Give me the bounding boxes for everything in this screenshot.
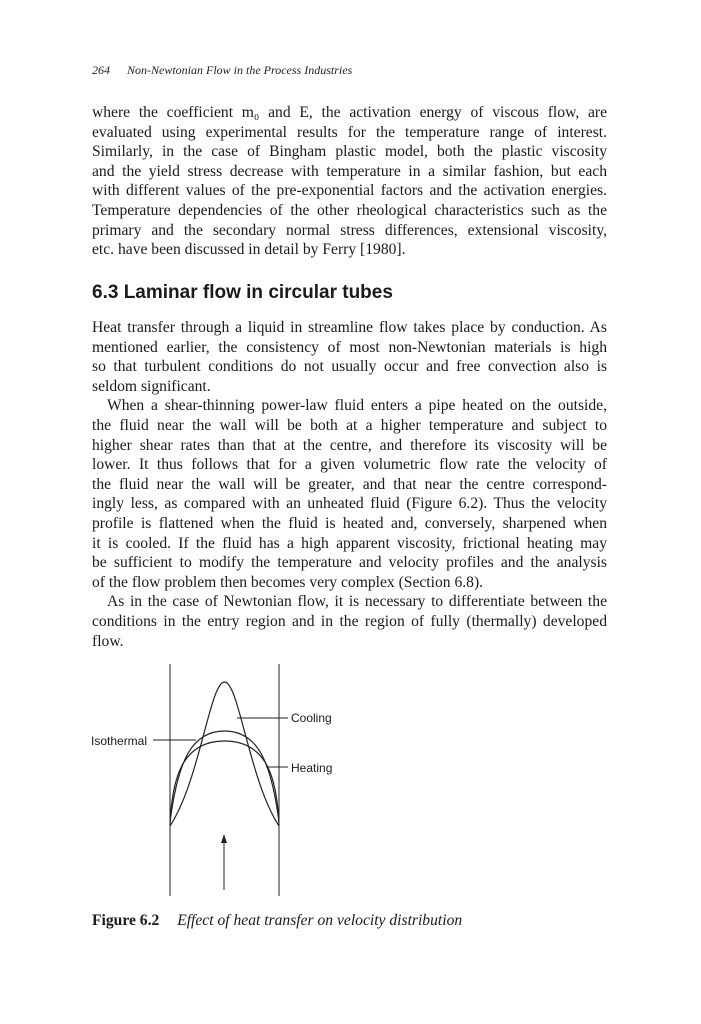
page-number: 264 <box>92 63 110 77</box>
text-line: it is cooled. If the fluid has a high apparent viscosity, frictional heating may <box>92 534 607 552</box>
text-line: evaluated using experimental results for the temperature range of interest. <box>92 123 607 141</box>
isothermal-profile-curve <box>170 731 279 822</box>
section-heading: 6.3 Laminar flow in circular tubes <box>92 282 393 303</box>
text-line: the fluid near the wall will be greater, and that near the centre correspond- <box>92 475 607 493</box>
text-line: where the coefficient m₀ and E, the activation energy of viscous flow, are <box>92 104 607 121</box>
text-line: Temperature dependencies of the other rheological characteristics such as the <box>92 201 607 219</box>
heating-profile-curve <box>170 741 279 825</box>
text-line: etc. have been discussed in detail by Ferry [1980]. <box>92 241 406 259</box>
text-line: be sufficient to modify the temperature and velocity profiles and the analysis <box>92 554 607 572</box>
text-line: with different values of the pre-exponential factors and the activation energies. <box>92 182 607 200</box>
text-line: so that turbulent conditions do not usually occur and free convection also is <box>92 358 607 376</box>
text-line: Heat transfer through a liquid in streamline flow takes place by conduction. As <box>92 319 607 336</box>
caption-text: Effect of heat transfer on velocity distribution <box>177 912 463 929</box>
label-cooling: Cooling <box>291 711 332 725</box>
text-line: When a shear-thinning power-law fluid enters a pipe heated on the outside, <box>107 397 607 415</box>
text-line: Similarly, in the case of Bingham plastic model, both the plastic viscosity <box>92 143 607 161</box>
text-line: higher shear rates than that at the centre, and therefore its viscosity will be <box>92 436 607 454</box>
text-line: seldom significant. <box>92 377 211 395</box>
label-heating: Heating <box>291 761 333 775</box>
text-line: conditions in the entry region and in the region of fully (thermally) developed <box>92 612 607 630</box>
text-line: lower. It thus follows that for a given volumetric flow rate the velocity of <box>92 456 607 474</box>
text-line: primary and the secondary normal stress differences, extensional viscosity, <box>92 221 607 239</box>
label-isothermal: Isothermal <box>91 734 148 748</box>
text-line: flow. <box>92 632 124 650</box>
cooling-profile-curve <box>170 682 279 826</box>
text-line: of the flow problem then becomes very complex (Section 6.8). <box>92 573 484 591</box>
running-title: Non-Newtonian Flow in the Process Industries <box>127 63 353 77</box>
text-line: As in the case of Newtonian flow, it is necessary to differentiate between the <box>107 593 607 611</box>
text-line: mentioned earlier, the consistency of most non-Newtonian materials is high <box>92 338 607 356</box>
caption-label: Figure 6.2 <box>92 912 160 929</box>
text-line: profile is flattened when the fluid is heated and, conversely, sharpened when <box>92 514 607 532</box>
text-line: and the yield stress decrease with temperature in a similar fashion, but each <box>92 162 607 180</box>
text-line: ingly less, as compared with an unheated fluid (Figure 6.2). Thus the velocity <box>92 495 607 513</box>
arrow-head-icon <box>221 834 227 843</box>
figure-caption <box>92 912 462 930</box>
text-line: the fluid near the wall will be both at a higher temperature and subject to <box>92 416 607 434</box>
